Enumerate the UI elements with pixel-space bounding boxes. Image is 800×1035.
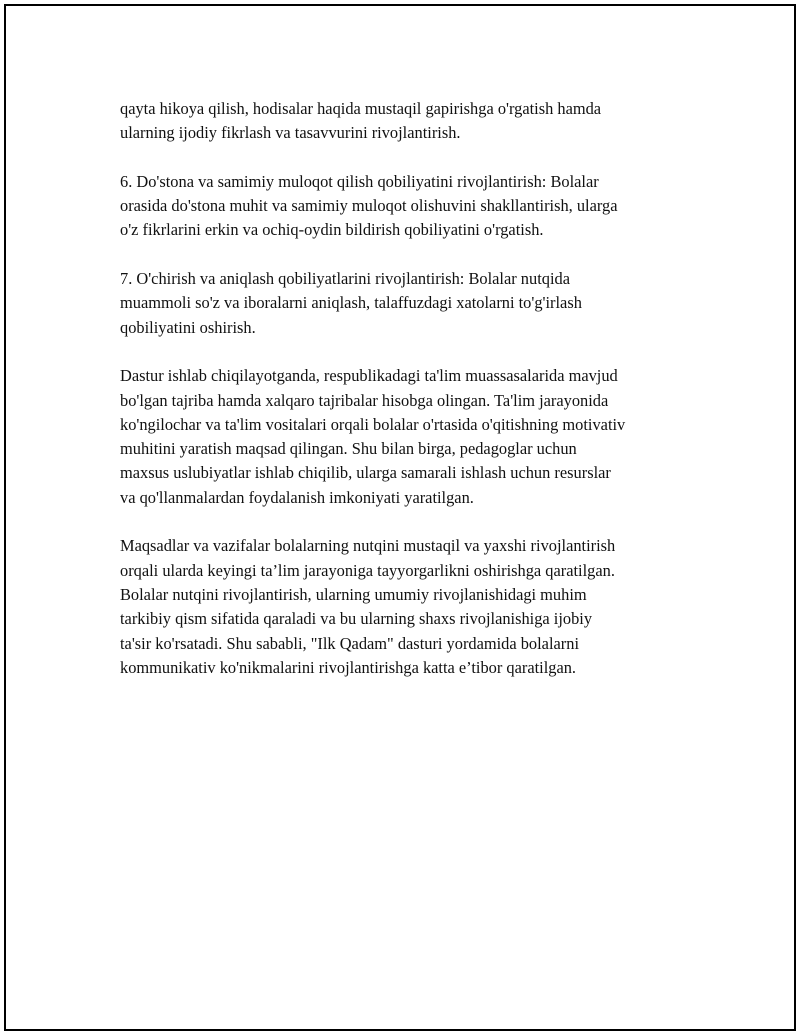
paragraph-program-development: Dastur ishlab chiqilayotganda, respublikadagi ta'lim muassasalarida mavjud bo'lgan tajriba hamda xalqaro tajribalar hisobga olingan. Ta'lim jarayonida ko'ngilochar va ta'lim vositalari orqali bolalar o'rtasida o'qitishning motivativ muhitini yaratish maqsad qilingan. Shu bilan birga, pedagoglar uchun maxsus uslubiyatlar ishlab chiqilib, ularga samarali ishlash uchun resurslar va qo'llanmalardan foydalanish imkoniyati yaratilgan.: [120, 366, 626, 507]
paragraph-goals-and-tasks: Maqsadlar va vazifalar bolalarning nutqini mustaqil va yaxshi rivojlantirish orqali ularda keyingi ta’lim jarayoniga tayyorgarlikni oshirishga qaratilgan. Bolalar nutqini rivojlantirish, ularning umumiy rivojlanishidagi muhim tarkibiy qism sifatida qaraladi va bu ularning shaxs rivojlanishiga ijobiy ta'sir ko'rsatadi. Shu sababli, "Ilk Qadam" dasturi yordamida bolalarni kommunikativ ko'nikmalarini rivojlantirishga katta e’tibor qaratilgan.: [120, 536, 616, 677]
paragraph-item-6: 6. Do'stona va samimiy muloqot qilish qobiliyatini rivojlantirish: Bolalar orasida do'stona muhit va samimiy muloqot olishuvini shakllantirish, ularga o'z fikrlarini erkin va ochiq-oydin bildirish qobiliyatini o'rgatish.: [120, 171, 618, 240]
document-body: [120, 97, 690, 704]
paragraph-continuation: qayta hikoya qilish, hodisalar haqida mustaqil gapirishga o'rgatish hamda ularning ijodiy fikrlash va tasavvurini rivojlantirish.: [120, 99, 602, 143]
paragraph-item-7: 7. O'chirish va aniqlash qobiliyatlarini rivojlantirish: Bolalar nutqida muammoli so'z va iboralarni aniqlash, talaffuzdagi xatolarni to'g'irlash qobiliyatini oshirish.: [120, 269, 582, 337]
document-page: [4, 4, 796, 1031]
